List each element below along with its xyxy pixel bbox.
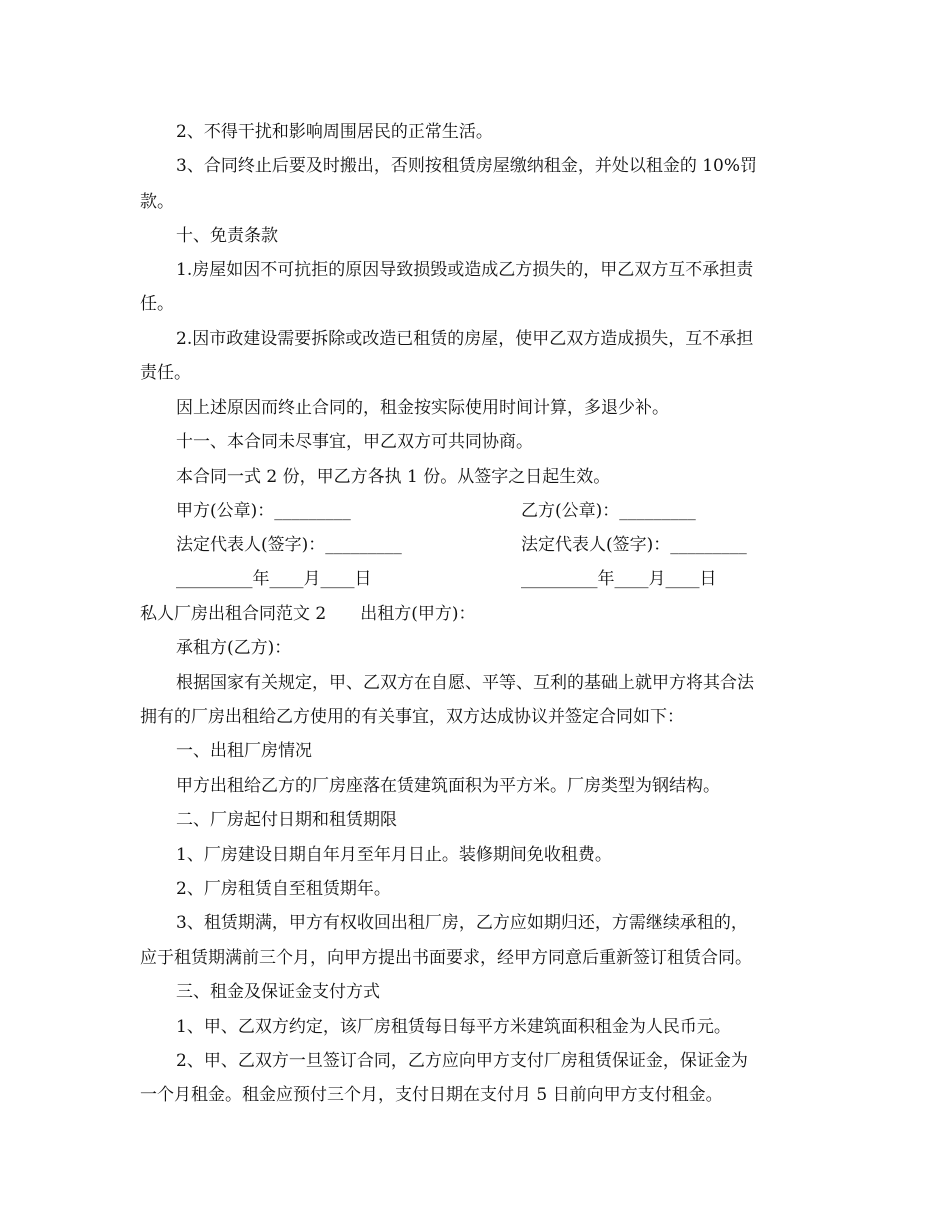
clause-line: 2、厂房租赁自至租赁期年。 [176,879,391,899]
clause-line: 一个月租金。租金应预付三个月，支付日期在支付月 5 日前向甲方支付租金。 [140,1085,723,1105]
clause-line: 款。 [140,192,174,212]
clause-line: 根据国家有关规定，甲、乙双方在自愿、平等、互利的基础上就甲方将其合法 [176,673,754,693]
party-b-seal: 乙方(公章)：_________ [521,501,696,521]
party-a-representative: 法定代表人(签字)：_________ [176,535,402,555]
clause-line: 甲方出租给乙方的厂房座落在赁建筑面积为平方米。厂房类型为钢结构。 [176,776,720,796]
clause-line: 3、租赁期满，甲方有权收回出租厂房，乙方应如期归还，方需继续承租的， [176,913,748,933]
clause-line: 承租方(乙方)： [176,638,292,658]
clause-line: 责任。 [140,363,191,383]
party-a-date: _________年____月____日 [176,569,372,589]
clause-line: 1、甲、乙双方约定，该厂房租赁每日每平方米建筑面积租金为人民币元。 [176,1017,731,1037]
clause-line: 2、甲、乙双方一旦签订合同，乙方应向甲方支付厂房租赁保证金，保证金为 [176,1051,748,1071]
contract-title: 私人厂房出租合同范文 2 出租方(甲方)： [140,604,476,624]
clause-line: 1.房屋如因不可抗拒的原因导致损毁或造成乙方损失的，甲乙双方互不承担责 [176,260,754,280]
party-b-representative: 法定代表人(签字)：_________ [521,535,747,555]
party-b-date: _________年____月____日 [521,569,717,589]
section-heading: 二、厂房起付日期和租赁期限 [176,810,397,830]
clause-line: 1、厂房建设日期自年月至年月日止。装修期间免收租费。 [176,845,612,865]
clause-line: 2、不得干扰和影响周围居民的正常生活。 [176,122,493,142]
clause-line: 本合同一式 2 份，甲乙方各执 1 份。从签字之日起生效。 [176,467,611,487]
section-heading: 三、租金及保证金支付方式 [176,982,380,1002]
clause-line: 十一、本合同未尽事宜，甲乙双方可共同协商。 [176,432,533,452]
clause-line: 任。 [140,294,174,314]
clause-line: 因上述原因而终止合同的，租金按实际使用时间计算，多退少补。 [176,398,669,418]
section-heading: 十、免责条款 [176,226,278,246]
clause-line: 2.因市政建设需要拆除或改造已租赁的房屋，使甲乙双方造成损失，互不承担 [176,329,754,349]
section-heading: 一、出租厂房情况 [176,741,312,761]
clause-line: 3、合同终止后要及时搬出，否则按租赁房屋缴纳租金，并处以租金的 10%罚 [176,156,758,176]
clause-line: 拥有的厂房出租给乙方使用的有关事宜，双方达成协议并签定合同如下： [140,707,684,727]
clause-line: 应于租赁期满前三个月，向甲方提出书面要求，经甲方同意后重新签订租赁合同。 [140,948,752,968]
party-a-seal: 甲方(公章)：_________ [176,501,351,521]
